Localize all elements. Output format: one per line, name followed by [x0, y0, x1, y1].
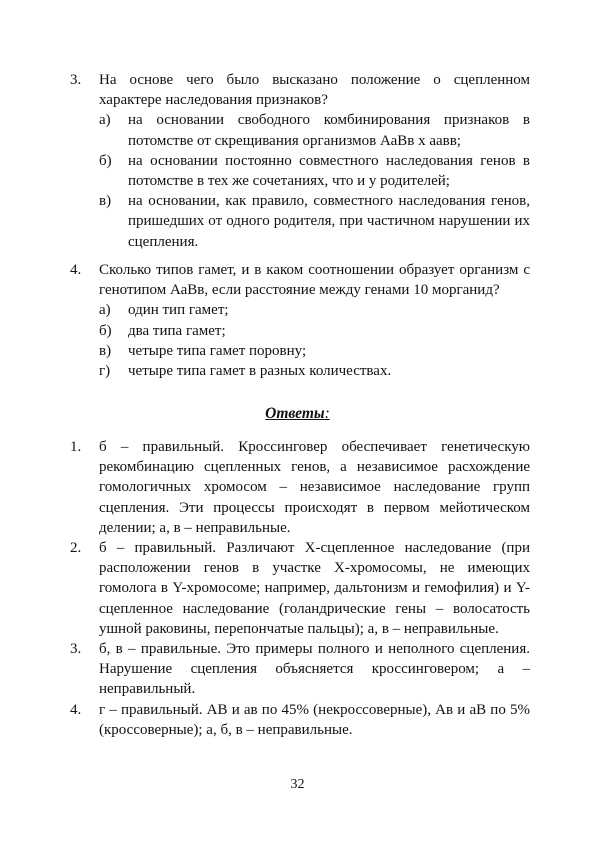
option-letter: а) — [99, 302, 111, 319]
option-text: на основании постоянно совместного наследования генов в потомстве в тех же сочетаниях, что и у родителей; — [128, 152, 530, 190]
answer-option — [99, 300, 530, 320]
answer-option — [99, 110, 530, 150]
option-text: на основании, как правило, совместного наследования генов, пришедших от одного родителя, при частичном нарушении их сцепления. — [128, 193, 530, 250]
question-number: 3. — [70, 72, 82, 88]
option-letter: б) — [99, 322, 112, 339]
option-text: два типа гамет; — [128, 322, 226, 339]
answer-option — [99, 361, 530, 381]
option-text: четыре типа гамет поровну; — [128, 342, 307, 359]
answer-number: 1. — [70, 439, 82, 455]
answer-text: г – правильный. АВ и ав по 45% (некроссоверные), Ав и аВ по 5% (кроссоверные); а, б, в – неправильные. — [99, 701, 530, 738]
answer-item — [70, 700, 530, 740]
question-number: 4. — [70, 262, 82, 278]
answer-number: 3. — [70, 641, 82, 658]
question-text: На основе чего было высказано положение о сцепленном характере наследования признаков? — [99, 72, 530, 109]
answer-text: б – правильный. Кроссинговер обеспечивает генетическую рекомбинацию сцепленных генов, а независимое расхождение гомологичных хромосом – независимое наследование групп сцепления. Эти процессы происходят в первом мейотическом делении; а, в – неправильные. — [99, 439, 530, 536]
answer-option — [99, 151, 530, 191]
option-text: на основании свободного комбинирования признаков в потомстве от скрещивания организмов АаВв х аавв; — [128, 112, 530, 149]
option-letter: а) — [99, 112, 111, 129]
answer-item — [70, 437, 530, 538]
option-text: четыре типа гамет в разных количествах. — [128, 363, 392, 380]
answer-option — [99, 191, 530, 252]
question-text: Сколько типов гамет, и в каком соотношении образует организм с генотипом АаВв, если расстояние между генами 10 морганид? — [99, 262, 530, 299]
answer-text: б – правильный. Различают Х-сцепленное наследование (при расположении генов в участке Х-хромосомы, не имеющих гомолога в Y-хромосоме; например, дальтонизм и гемофилия) и Y-сцепленное наследование (голандрические гены – волосатость ушной раковины, перепончатые пальцы); а, в – неправильные. — [99, 540, 530, 637]
answer-item — [70, 639, 530, 700]
question-4 — [70, 260, 530, 381]
answer-number: 2. — [70, 540, 82, 557]
answers-list — [70, 437, 530, 740]
answer-option — [99, 341, 530, 361]
question-3 — [70, 70, 530, 252]
option-text: один тип гамет; — [128, 302, 229, 319]
answers-heading-text: Ответы — [265, 405, 325, 422]
answers-heading-colon: : — [324, 405, 330, 422]
answer-text: б, в – правильные. Это примеры полного и неполного сцепления. Нарушение сцепления объясняется кроссинговером; а – неправильный. — [99, 641, 530, 698]
answer-number: 4. — [70, 701, 82, 718]
answer-item — [70, 538, 530, 639]
answer-option — [99, 321, 530, 341]
page-number: 32 — [290, 777, 305, 792]
answers-heading — [0, 405, 595, 423]
option-letter: в) — [99, 342, 112, 359]
option-letter: г) — [99, 363, 111, 380]
option-letter: б) — [99, 152, 112, 169]
option-letter: в) — [99, 193, 112, 210]
